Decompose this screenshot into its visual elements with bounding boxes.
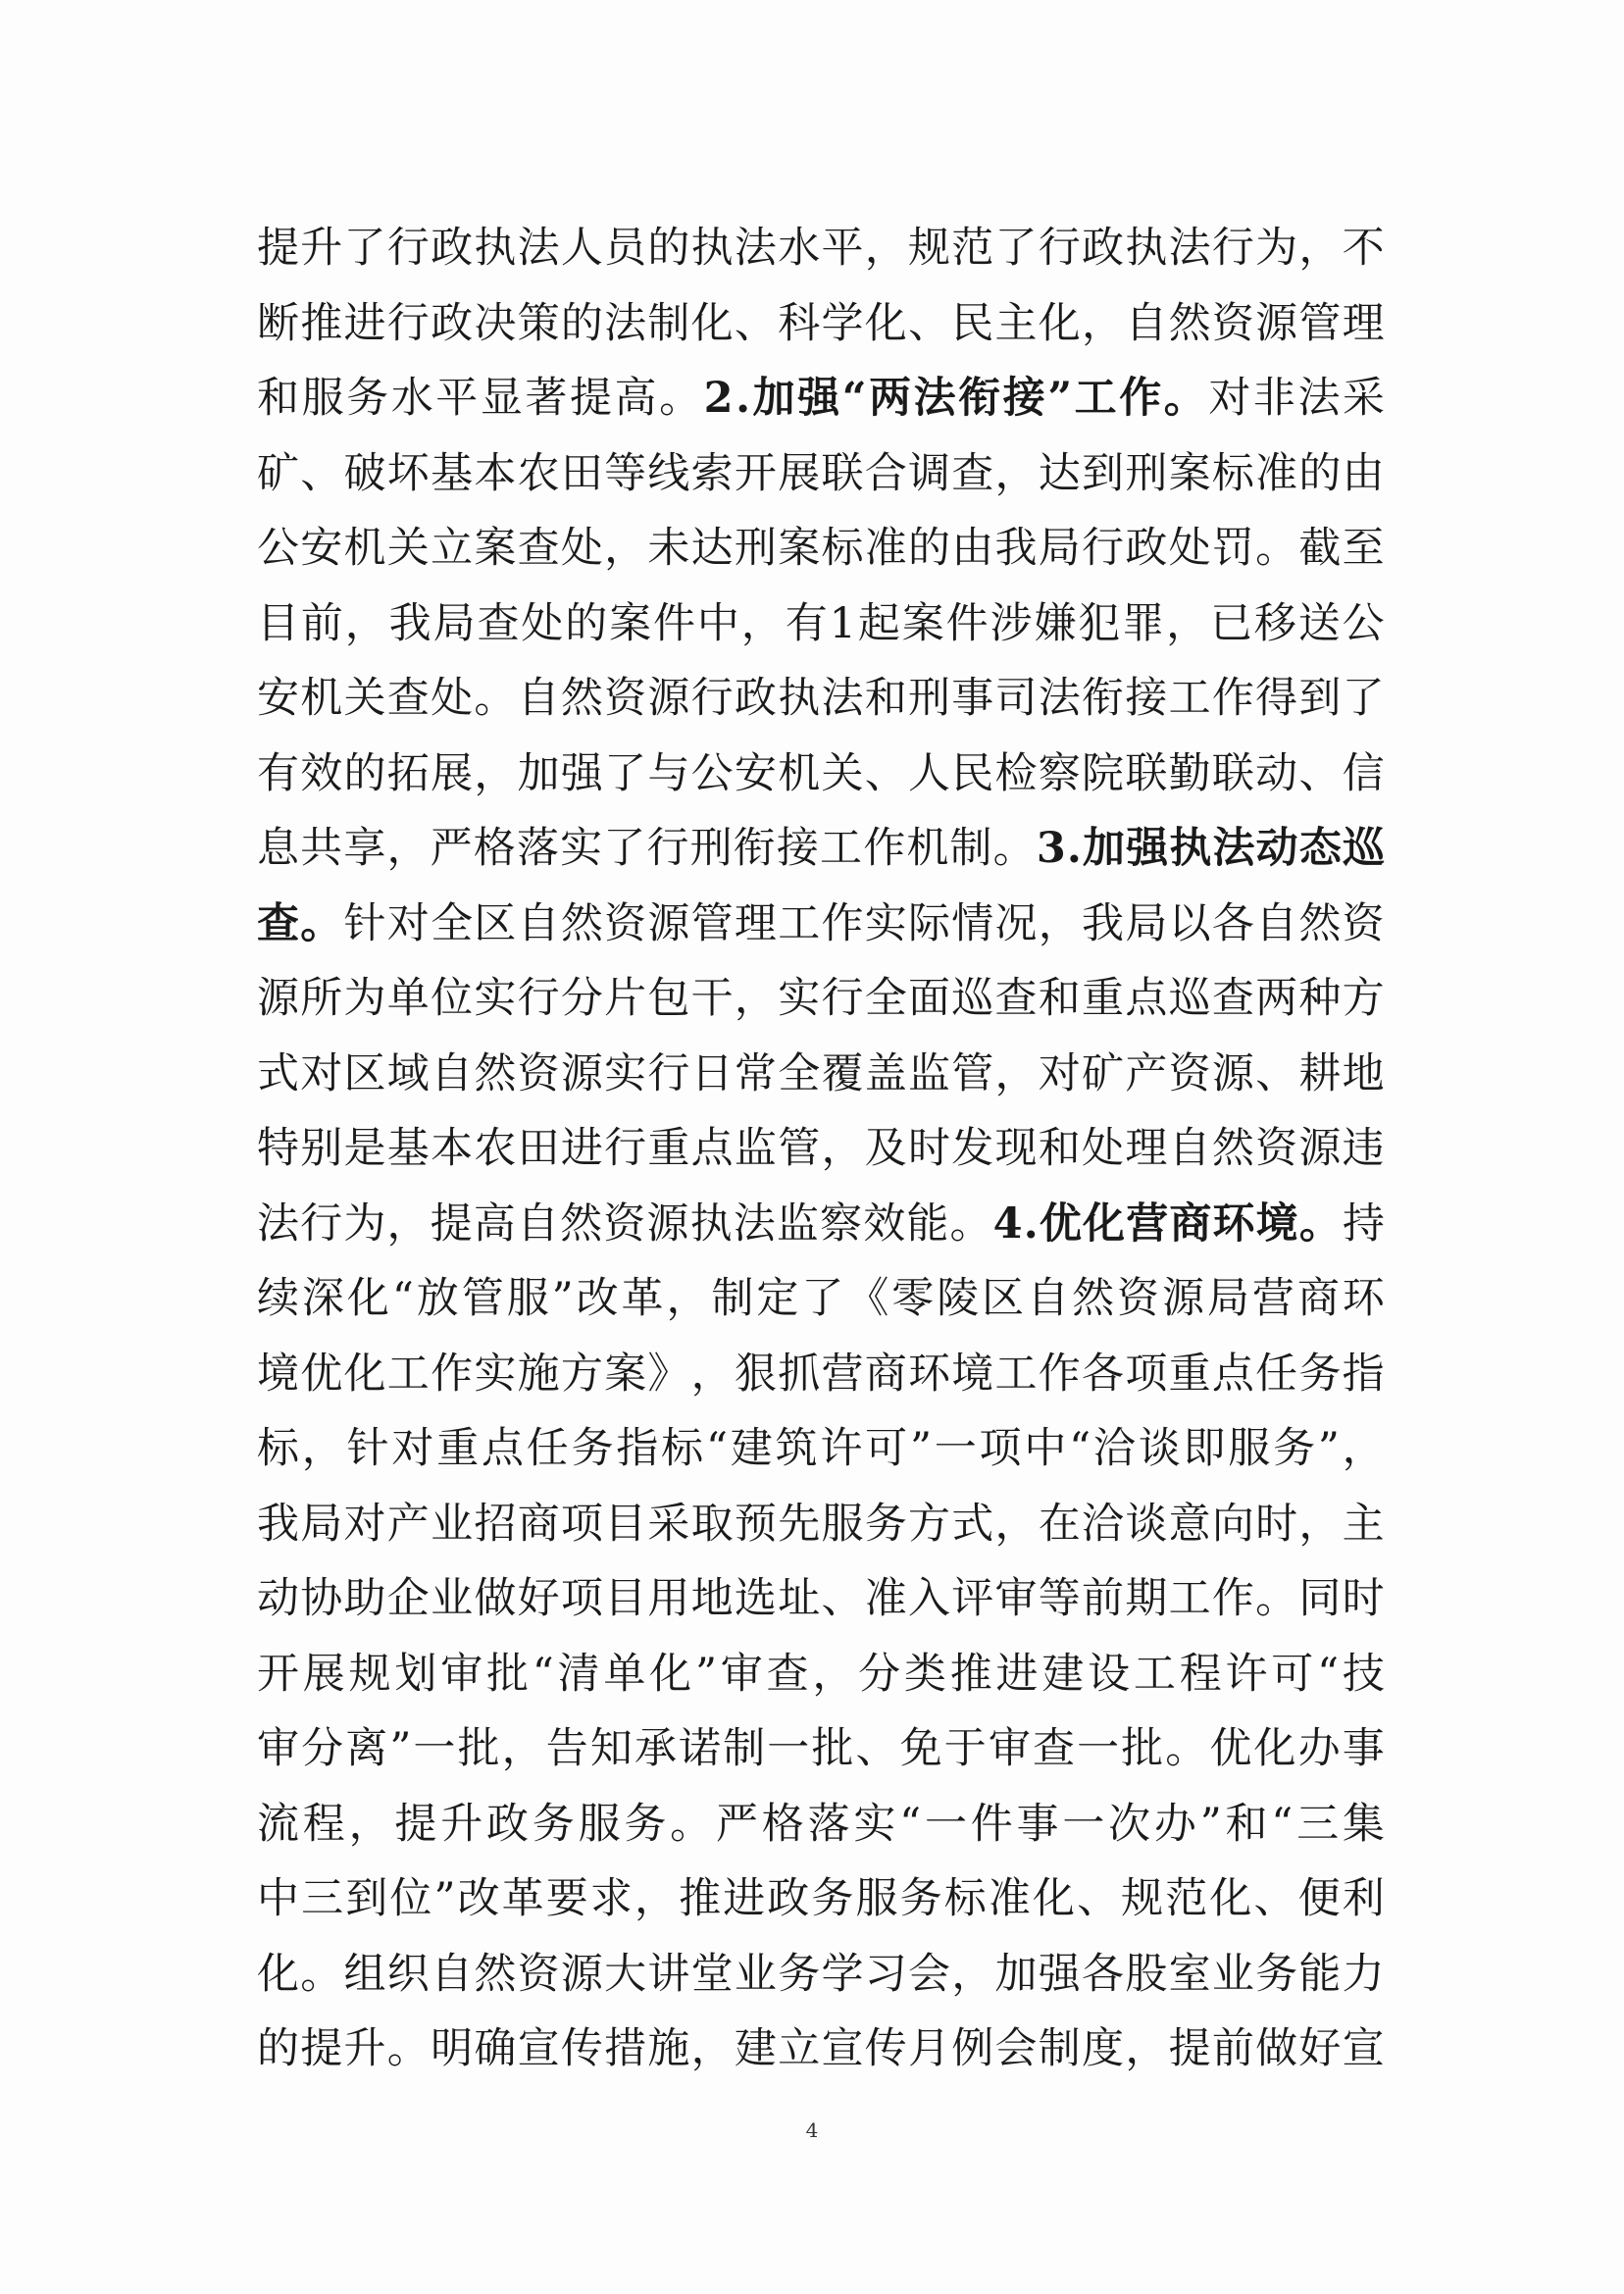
text-line: 查 。 针 对 全 区 自 然 资 源 管 理 工 作 实 际 情 况 ， 我 局 以 各 自 然 资	[257, 898, 1385, 948]
text-line: 续 深 化 “ 放 管 服 ” 改 革 ， 制 定 了 《 零 陵 区 自 然 资 源 局 营 商 环	[257, 1274, 1385, 1323]
text-line: 提 升 了 行 政 执 法 人 员 的 执 法 水 平 ， 规 范 了 行 政 执 法 行 为 ， 不	[257, 224, 1385, 273]
text-line: 开 展 规 划 审 批 “ 清 单 化 ” 审 查 ， 分 类 推 进 建 设 工 程 许 可 “ 技	[257, 1649, 1385, 1699]
text-line: 公 安 机 关 立 案 查 处 ， 未 达 刑 案 标 准 的 由 我 局 行 政 处 罚 。 截 至	[257, 524, 1385, 573]
page-number: 4	[805, 2118, 819, 2142]
text-line: 目 前 ， 我 局 查 处 的 案 件 中 ， 有 1 起 案 件 涉 嫌 犯 罪 ， 已 移 送 公	[257, 598, 1385, 648]
text-line: 的 提 升 。 明 确 宣 传 措 施 ， 建 立 宣 传 月 例 会 制 度 ， 提 前 做 好 宣	[257, 2024, 1385, 2073]
text-line: 息 共 享 ， 严 格 落 实 了 行 刑 衔 接 工 作 机 制 。 3 . 加 强 执 法 动 态 巡	[257, 824, 1385, 873]
text-line: 特 别 是 基 本 农 田 进 行 重 点 监 管 ， 及 时 发 现 和 处 理 自 然 资 源 违	[257, 1124, 1385, 1173]
text-line: 我 局 对 产 业 招 商 项 目 采 取 预 先 服 务 方 式 ， 在 洽 谈 意 向 时 ， 主	[257, 1499, 1385, 1549]
text-line: 动 协 助 企 业 做 好 项 目 用 地 选 址 、 准 入 评 审 等 前 期 工 作 。 同 时	[257, 1574, 1385, 1623]
text-line: 审 分 离 ” 一 批 ， 告 知 承 诺 制 一 批 、 免 于 审 查 一 批 。 优 化 办 事	[257, 1724, 1385, 1773]
text-line: 源 所 为 单 位 实 行 分 片 包 干 ， 实 行 全 面 巡 查 和 重 点 巡 查 两 种 方	[257, 974, 1385, 1023]
text-line: 断 推 进 行 政 决 策 的 法 制 化 、 科 学 化 、 民 主 化 ， 自 然 资 源 管 理	[257, 298, 1385, 348]
text-line: 式 对 区 域 自 然 资 源 实 行 日 常 全 覆 盖 监 管 ， 对 矿 产 资 源 、 耕 地	[257, 1048, 1385, 1098]
text-line: 矿 、 破 坏 基 本 农 田 等 线 索 开 展 联 合 调 查 ， 达 到 刑 案 标 准 的 由	[257, 448, 1385, 498]
text-line: 标 ， 针 对 重 点 任 务 指 标 “ 建 筑 许 可 ” 一 项 中 “ 洽 谈 即 服 务 ” ，	[257, 1424, 1385, 1473]
text-line: 流 程 ， 提 升 政 务 服 务 。 严 格 落 实 “ 一 件 事 一 次 办 ” 和 “ 三 集	[257, 1799, 1385, 1849]
text-line: 境 优 化 工 作 实 施 方 案 》 ， 狠 抓 营 商 环 境 工 作 各 项 重 点 任 务 指	[257, 1349, 1385, 1399]
body-text	[257, 218, 1385, 2094]
text-line: 化 。 组 织 自 然 资 源 大 讲 堂 业 务 学 习 会 ， 加 强 各 股 室 业 务 能 力	[257, 1949, 1385, 1999]
text-line: 和 服 务 水 平 显 著 提 高 。 2 . 加 强 “ 两 法 衔 接 ” 工 作 。 对 非 法 采	[257, 374, 1385, 423]
text-line: 中 三 到 位 ” 改 革 要 求 ， 推 进 政 务 服 务 标 准 化 、 规 范 化 、 便 利	[257, 1874, 1385, 1923]
text-line: 安 机 关 查 处 。 自 然 资 源 行 政 执 法 和 刑 事 司 法 衔 接 工 作 得 到 了	[257, 674, 1385, 723]
text-line: 有 效 的 拓 展 ， 加 强 了 与 公 安 机 关 、 人 民 检 察 院 联 勤 联 动 、 信	[257, 748, 1385, 798]
text-line: 法 行 为 ， 提 高 自 然 资 源 执 法 监 察 效 能 。 4 . 优 化 营 商 环 境 。 持	[257, 1198, 1385, 1249]
